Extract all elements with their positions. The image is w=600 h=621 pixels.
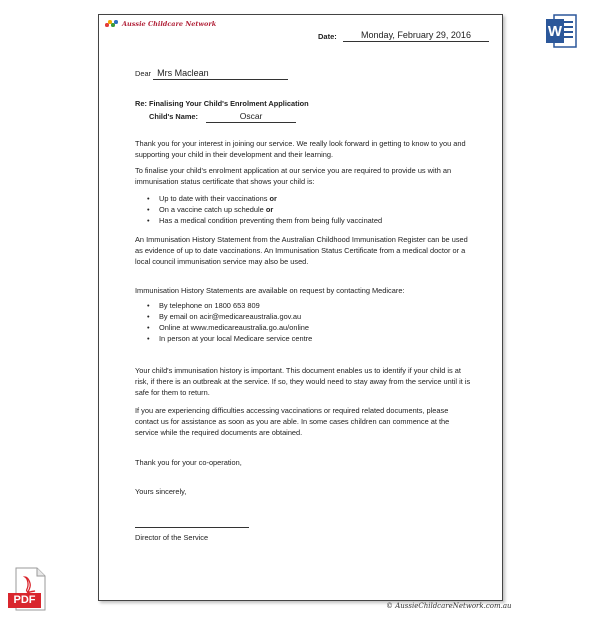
- requirements-list: [135, 193, 475, 226]
- subject-line: Re: Finalising Your Child's Enrolment Application: [135, 99, 309, 108]
- recipient-name: Mrs Maclean: [153, 67, 288, 80]
- letter-page: [98, 14, 503, 601]
- dear-label: Dear: [135, 69, 152, 78]
- paragraph-6: If you are experiencing difficulties accessing vaccinations or required related documents, please contact us for assistance as soon as you are able. In some cases children can commence at the service while the required documents are obtained.: [135, 406, 450, 437]
- svg-text:W: W: [547, 23, 563, 40]
- thanks-line: Thank you for your co-operation,: [135, 458, 242, 467]
- signatory: Director of the Service: [135, 533, 209, 542]
- logo-text: Aussie Childcare Network: [122, 20, 217, 28]
- child-name-value: Oscar: [206, 111, 296, 123]
- paragraph-2: To finalise your child's enrolment application at our service you are required to provide us with an immunisation status certificate that shows your child is:: [135, 166, 452, 186]
- logo-icon: [105, 20, 119, 28]
- list-item: • Has a medical condition preventing them from being fully vaccinated: [135, 215, 475, 226]
- date-underline: [343, 41, 489, 42]
- closing-line: Yours sincerely,: [135, 487, 187, 496]
- child-name-label: Child's Name:: [149, 112, 198, 121]
- pdf-icon[interactable]: [7, 566, 49, 612]
- list-item: • In person at your local Medicare service centre: [135, 333, 475, 344]
- paragraph-4: Immunisation History Statements are available on request by contacting Medicare:: [135, 286, 405, 295]
- child-name-row: [149, 111, 296, 123]
- list-item: • By email on acir@medicareaustralia.gov.au: [135, 311, 475, 322]
- salutation: [135, 67, 288, 80]
- list-item: • On a vaccine catch up schedule or: [135, 204, 475, 215]
- paragraph-1: Thank you for your interest in joining our service. We really look forward in getting to know to you and supporting your child in their development and their learning.: [135, 139, 466, 159]
- brand-logo: [105, 20, 216, 28]
- list-item: • Up to date with their vaccinations or: [135, 193, 475, 204]
- copyright-text: © AussieChildcareNetwork.com.au: [386, 602, 512, 610]
- signature-line: [135, 527, 249, 528]
- list-item: • By telephone on 1800 653 809: [135, 300, 475, 311]
- date-value: Monday, February 29, 2016: [361, 30, 471, 40]
- date-label: Date:: [318, 32, 337, 41]
- word-icon[interactable]: [545, 11, 578, 51]
- medicare-contact-list: [135, 300, 475, 344]
- paragraph-3: An Immunisation History Statement from the Australian Childhood Immunisation Register can be used as evidence of up to date vaccinations. An Immunisation Status Certificate from a medical doctor or a local council immunisation service may also be used.: [135, 235, 468, 266]
- paragraph-5: Your child's immunisation history is important. This document enables us to identify if your child is at risk, if there is an outbreak at the service. If so, they would need to stay away from the service until it is safe for them to return.: [135, 366, 471, 397]
- pdf-label: PDF: [13, 594, 36, 606]
- list-item: • Online at www.medicareaustralia.go.au/online: [135, 322, 475, 333]
